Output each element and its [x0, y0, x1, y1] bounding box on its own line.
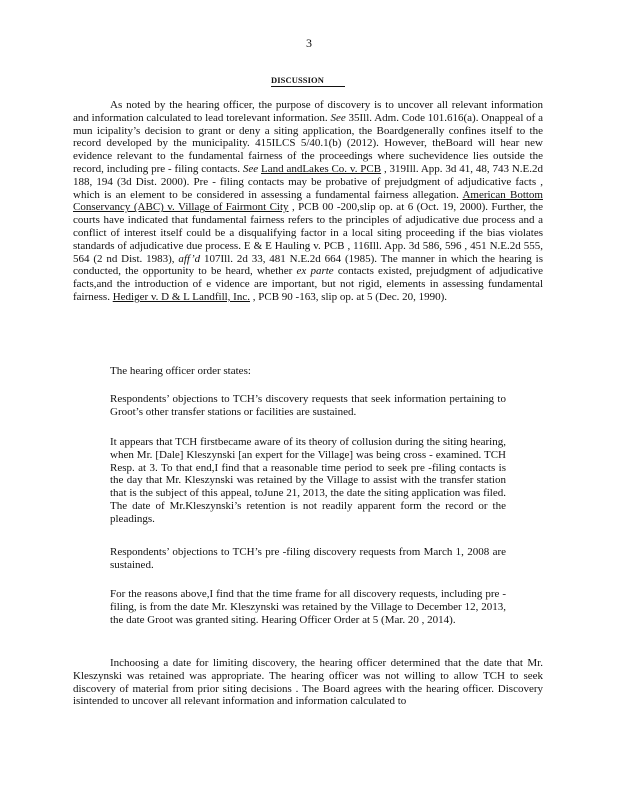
case-citation-land-and-lakes: Land andLakes Co. v. PCB [261, 162, 382, 175]
paragraph-order-intro: The hearing officer order states: [110, 365, 251, 377]
para1-signal-see-1: See [330, 111, 346, 124]
para1-text-01: As noted by the hearing officer, the purpose of discovery is to uncover all relevant information and information calculated to lead torelevant information. [73, 99, 543, 124]
para1-ex-parte: ex parte [296, 265, 334, 278]
paragraph-discovery-purpose [73, 99, 543, 304]
para1-text-07: , 319Ill. App. 3d 41, 48, 743 N.E.2d 188, 194 (3d Dist. 2000). Pre - filing contacts may be probative of prejudgment of adjudicative facts , which is an element to be considered in assessing a fundamental fairness allegation. [73, 162, 543, 201]
case-citation-hediger: Hediger v. D & L Landfill, Inc. [112, 290, 250, 303]
block-quote-3: Respondents’ objections to TCH’s pre -filing discovery requests from March 1, 2008 are sustained. [110, 546, 506, 571]
para1-text-15: , PCB 90 -163, slip op. at 5 (Dec. 20, 1990). [249, 290, 448, 303]
section-heading: DISCUSSION [271, 75, 345, 87]
para1-signal-see-2: See [242, 162, 259, 175]
para1-affd: aff’d [178, 252, 201, 265]
para1-text-13: contacts existed, prejudgment of adjudicative facts,and the introduction of e vidence are important, but not rigid, elements in assessing fundamental fairness. [73, 265, 544, 303]
para1-text-11: 107Ill. 2d 33, 481 N.E.2d 664 (1985). The manner in which the hearing is conducted, the opportunity to be heard, whether [73, 252, 543, 278]
block-quote-2: It appears that TCH firstbecame aware of its theory of collusion during the siting hearing, when Mr. [Dale] Kleszynski [an expert for the Village] was being cross - examined. TCH Resp. at 3. To that end,I find that a reasonable time period to seek pre -filing contacts is the day that Mr. Kleszynski was retained by the Village to assist with the transfer station that is the subject of this appeal, toJune 21, 2013, the date the siting application was filed. The date of Mr.Kleszynski’s retention is not readily apparent form the record or the pleadings. [110, 436, 506, 525]
case-citation-american-bottom: American Bottom Conservancy (ABC) v. Village of Fairmont City [73, 188, 543, 214]
page-number: 3 [306, 36, 312, 50]
paragraph-board-agrees: Inchoosing a date for limiting discovery, the hearing officer determined that the date that Mr. Kleszynski was retained was appropriate. The hearing officer was not willing to allow TCH to seek discovery of material from prior siting decisions . The Board agrees with the hearing officer. Discovery isintended to uncover all relevant information and information calculated to [73, 657, 543, 708]
block-quote-4: For the reasons above,I find that the time frame for all discovery requests, including pre -filing, is from the date Mr. Kleszynski was retained by the Village to December 12, 2013, the date Groot was granted siting. Hearing Officer Order at 5 (Mar. 20 , 2014). [110, 588, 506, 626]
block-quote-1: Respondents’ objections to TCH’s discovery requests that seek information pertaining to Groot’s other transfer stations or facilities are sustained. [110, 393, 506, 418]
para1-text-09: , PCB 00 -200,slip op. at 6 (Oct. 19, 2000). Further, the courts have indicated that fundamental fairness refers to the principles of adjudicative due process and a conflict of interest itself could be a disqualifying factor in a local siting proceeding if the bias violates standards of adjudicative due process. E & E Hauling v. PCB , 116Ill. App. 3d 586, 596 , 451 N.E.2d 555, 564 (2 nd Dist. 1983), [73, 201, 544, 265]
para1-text-03: 35Ill. Adm. Code 101.616(a). Onappeal of a mun icipality’s decision to grant or deny a siting application, the Boardgenerally confines itself to the record developed by the municipality. 415ILCS 5/40.1(b) (2012). However, theBoard will hear new evidence relevant to the fundamental fairness of the proceedings where suchevidence lies outside the record, including pre - filing contacts. [73, 111, 543, 175]
